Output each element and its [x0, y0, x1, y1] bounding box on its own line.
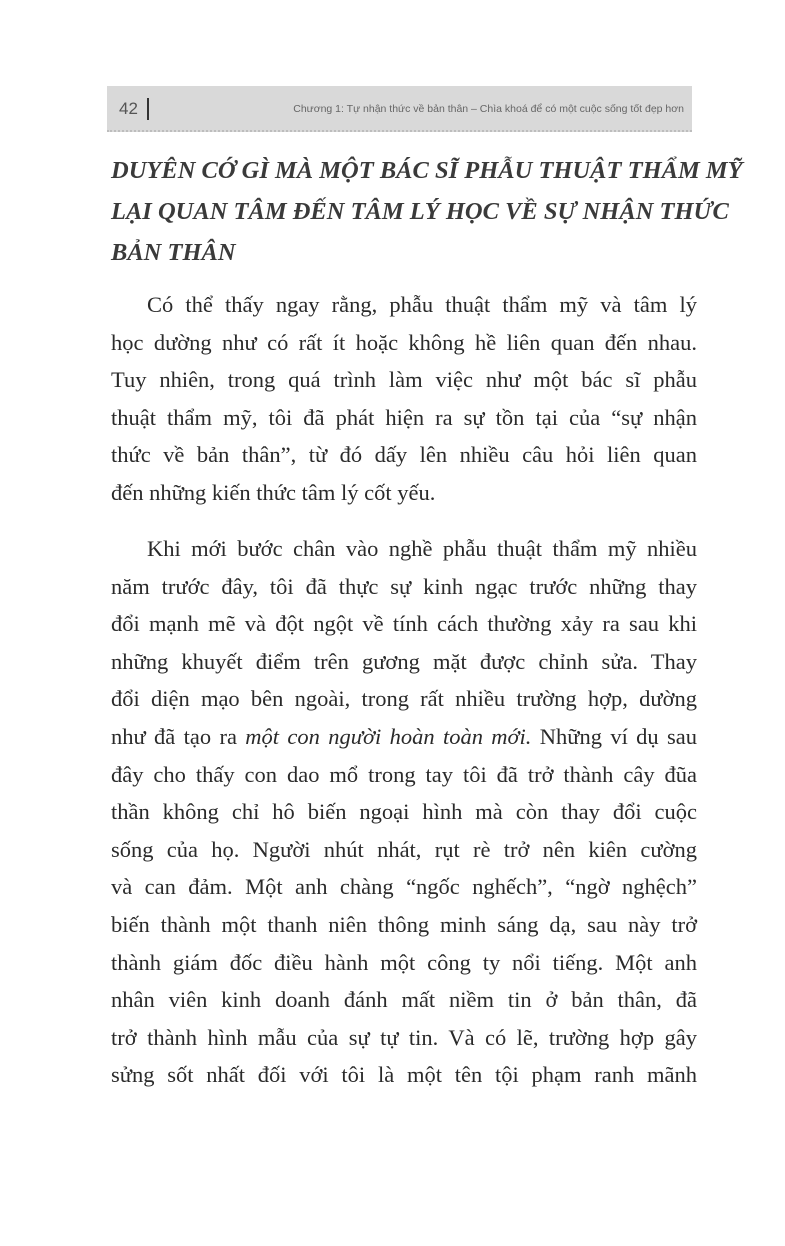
emphasized-phrase: một con người hoàn toàn mới.: [245, 723, 532, 749]
text-line: Có thể thấy ngay rằng, phẫu thuật thẩm mỹ và tâm lý: [147, 292, 697, 317]
text-line: biến thành một thanh niên thông minh sáng dạ, sau này trở: [111, 911, 697, 937]
text-run: như đã tạo ra: [111, 723, 246, 749]
text-line: thành giám đốc điều hành một công ty nổi tiếng. Một anh: [111, 949, 697, 975]
text-line: trở thành hình mẫu của sự tự tin. Và có lẽ, trường hợp gây: [111, 1024, 697, 1050]
text-line: những khuyết điểm trên gương mặt được chỉnh sửa. Thay: [111, 648, 697, 674]
header-divider: [147, 98, 149, 120]
text-line: đổi diện mạo bên ngoài, trong rất nhiều trường hợp, dường: [111, 686, 697, 712]
chapter-running-title: Chương 1: Tự nhận thức về bản thân – Chìa khoá để có một cuộc sống tốt đẹp hơn: [293, 103, 684, 115]
heading-line: BẢN THÂN: [111, 239, 236, 266]
text-line-with-emphasis: [111, 718, 697, 756]
heading-line: LẠI QUAN TÂM ĐẾN TÂM LÝ HỌC VỀ SỰ NHẬN THỨC: [111, 198, 729, 225]
heading-line: DUYÊN CỚ GÌ MÀ MỘT BÁC SĨ PHẪU THUẬT THẨM MỸ: [111, 157, 743, 184]
text-line: và can đảm. Một anh chàng “ngốc nghếch”, “ngờ nghệch”: [111, 874, 697, 900]
text-line: thần không chỉ hô biến ngoại hình mà còn thay đổi cuộc: [111, 799, 697, 825]
page-number: 42: [119, 99, 138, 118]
text-line: thuật thẩm mỹ, tôi đã phát hiện ra sự tồn tại của “sự nhận: [111, 404, 697, 430]
text-line: sửng sốt nhất đối với tôi là một tên tội phạm ranh mãnh: [111, 1062, 697, 1088]
text-run: Những ví dụ sau: [531, 723, 698, 749]
text-line: đây cho thấy con dao mổ trong tay tôi đã trở thành cây đũa: [111, 761, 697, 787]
text-line: thức về bản thân”, từ đó dấy lên nhiều câu hỏi liên quan: [111, 442, 697, 468]
text-line: đổi mạnh mẽ và đột ngột về tính cách thường xảy ra sau khi: [111, 611, 697, 637]
text-line: nhân viên kinh doanh đánh mất niềm tin ở bản thân, đã: [111, 987, 697, 1013]
paragraph-1: [111, 286, 697, 512]
section-heading: [111, 150, 743, 273]
running-header: [107, 86, 692, 132]
text-line: sống của họ. Người nhút nhát, rụt rè trở nên kiên cường: [111, 836, 697, 862]
paragraph-2: [111, 530, 697, 1094]
text-line: Tuy nhiên, trong quá trình làm việc như một bác sĩ phẫu: [111, 367, 697, 393]
text-line: đến những kiến thức tâm lý cốt yếu.: [111, 479, 436, 505]
text-line: học dường như có rất ít hoặc không hề liên quan đến nhau.: [111, 329, 697, 355]
text-line: năm trước đây, tôi đã thực sự kinh ngạc trước những thay: [111, 573, 697, 599]
text-line: Khi mới bước chân vào nghề phẫu thuật thẩm mỹ nhiều: [147, 536, 697, 561]
